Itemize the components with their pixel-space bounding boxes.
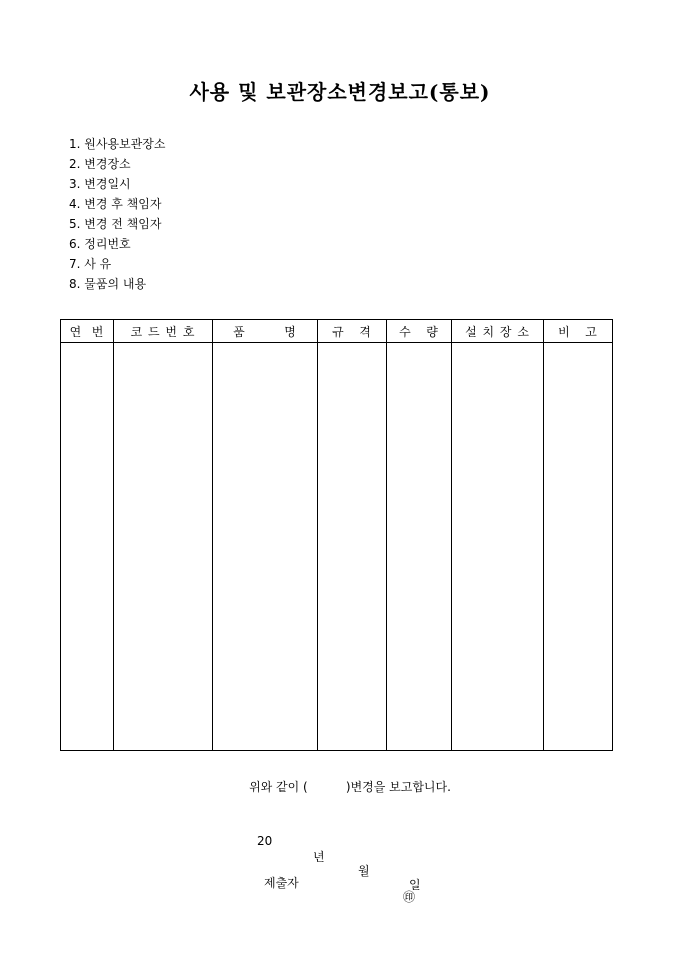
table-cell[interactable]	[213, 343, 318, 751]
table-cell[interactable]	[61, 343, 114, 751]
list-item: 6. 정리번호	[69, 237, 131, 251]
table-cell[interactable]	[318, 343, 387, 751]
header-item-name: 품 명	[213, 320, 318, 343]
header-remarks: 비 고	[544, 320, 613, 343]
goods-table	[60, 319, 613, 751]
list-item: 7. 사 유	[69, 257, 112, 271]
date-day-unit: 일	[409, 878, 421, 892]
header-code-number: 코 드 번 호	[114, 320, 213, 343]
table-cell[interactable]	[387, 343, 452, 751]
submitter-line	[0, 860, 680, 902]
header-specification: 규 격	[318, 320, 387, 343]
goods-table-wrapper	[60, 319, 613, 751]
list-item: 5. 변경 전 책임자	[69, 217, 162, 231]
table-row	[61, 343, 613, 751]
report-statement: 위와 같이 ( )변경을 보고합니다.	[249, 780, 451, 794]
list-item: 1. 원사용보관장소	[69, 137, 166, 151]
seal-mark: ㊞	[403, 890, 416, 904]
list-item: 3. 변경일시	[69, 177, 131, 191]
header-serial-number: 연 번	[61, 320, 114, 343]
table-cell[interactable]	[114, 343, 213, 751]
list-item: 8. 물품의 내용	[69, 277, 147, 291]
date-month-unit: 월	[358, 864, 370, 878]
list-item: 4. 변경 후 책임자	[69, 197, 162, 211]
header-install-location: 설 치 장 소	[452, 320, 544, 343]
list-item: 2. 변경장소	[69, 157, 131, 171]
header-quantity: 수 량	[387, 320, 452, 343]
page-title: 사용 및 보관장소변경보고(통보)	[189, 80, 491, 104]
item-list	[69, 134, 165, 294]
submitter-label: 제출자	[264, 876, 299, 890]
date-year: 20	[257, 834, 273, 848]
table-header-row	[61, 320, 613, 343]
date-year-unit: 년	[313, 850, 325, 864]
table-cell[interactable]	[544, 343, 613, 751]
table-cell[interactable]	[452, 343, 544, 751]
